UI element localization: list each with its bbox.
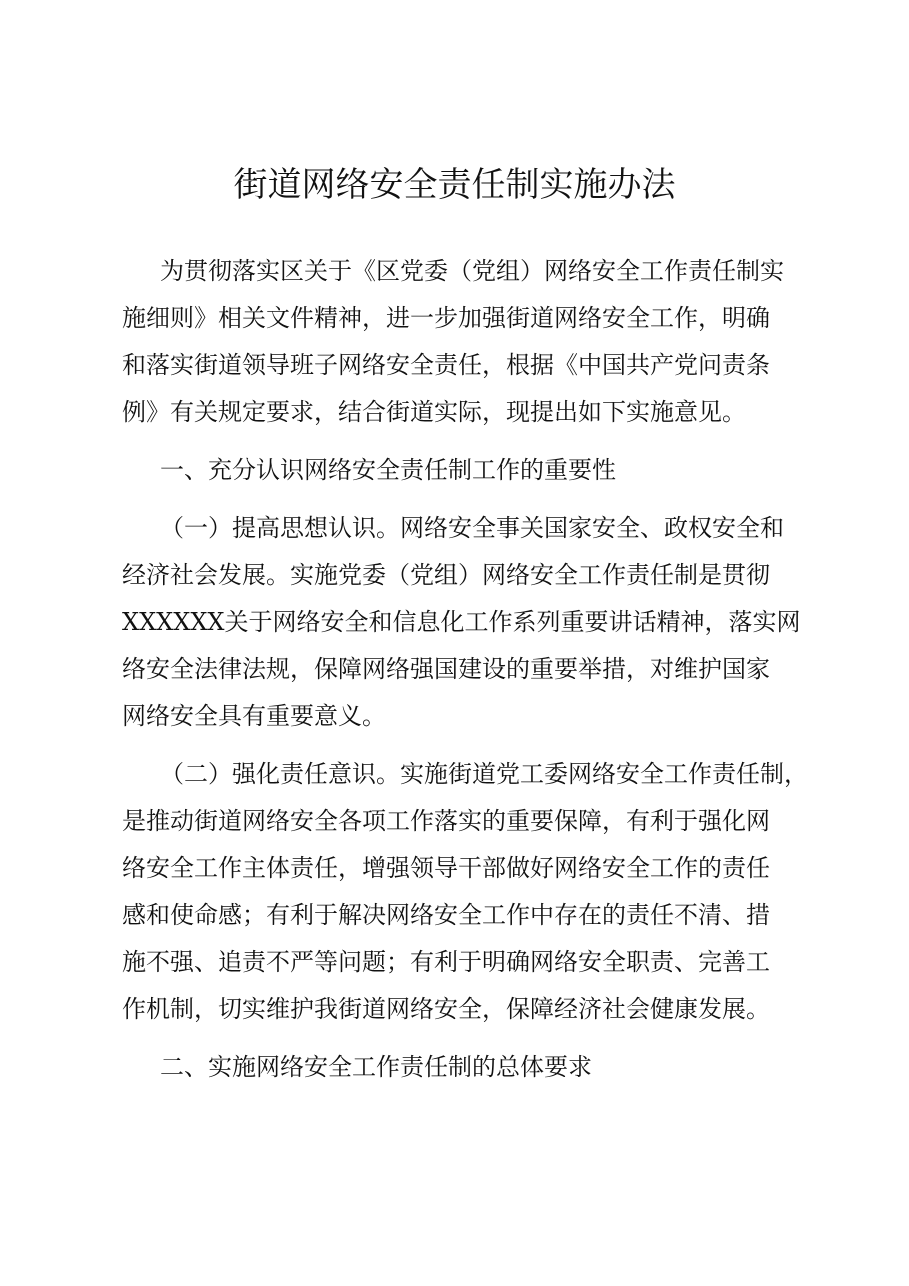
paragraph-line: 是推动街道网络安全各项工作落实的重要保障，有利于强化网: [122, 807, 770, 835]
document-title: 街道网络安全责任制实施办法: [233, 165, 676, 205]
paragraph-line: 络安全工作主体责任，增强领导干部做好网络安全工作的责任: [122, 854, 770, 882]
paragraph-line: 施细则》相关文件精神，进一步加强街道网络安全工作，明确: [122, 304, 770, 332]
paragraph-line: （二）强化责任意识。实施街道党工委网络安全工作责任制，: [160, 760, 808, 788]
document-body: [122, 248, 808, 1091]
paragraph-line: 网络安全具有重要意义。: [122, 702, 386, 730]
paragraph-line: 例》有关规定要求，结合街道实际，现提出如下实施意见。: [122, 398, 746, 426]
heading-line: 一、充分认识网络安全责任制工作的重要性: [160, 456, 616, 484]
paragraph-line: 为贯彻落实区关于《区党委（党组）网络安全工作责任制实: [160, 257, 784, 285]
paragraph-line: XXXXXX关于网络安全和信息化工作系列重要讲话精神，落实网: [122, 608, 801, 636]
section-heading-2: [122, 1044, 802, 1091]
intro-paragraph: [122, 248, 802, 436]
paragraph-line: 经济社会发展。实施党委（党组）网络安全工作责任制是贯彻: [122, 561, 770, 589]
heading-line: 二、实施网络安全工作责任制的总体要求: [160, 1053, 592, 1081]
subsection-paragraph-1: [122, 505, 802, 740]
paragraph-line: 作机制，切实维护我街道网络安全，保障经济社会健康发展。: [122, 995, 770, 1023]
paragraph-line: （一）提高思想认识。网络安全事关国家安全、政权安全和: [160, 514, 784, 542]
paragraph-line: 感和使命感；有利于解决网络安全工作中存在的责任不清、措: [122, 901, 770, 929]
section-heading-1: [122, 447, 802, 494]
paragraph-line: 施不强、追责不严等问题；有利于明确网络安全职责、完善工: [122, 948, 770, 976]
paragraph-line: 和落实街道领导班子网络安全责任，根据《中国共产党问责条: [122, 351, 770, 379]
subsection-paragraph-2: [122, 751, 808, 1033]
paragraph-line: 络安全法律法规，保障网络强国建设的重要举措，对维护国家: [122, 655, 770, 683]
